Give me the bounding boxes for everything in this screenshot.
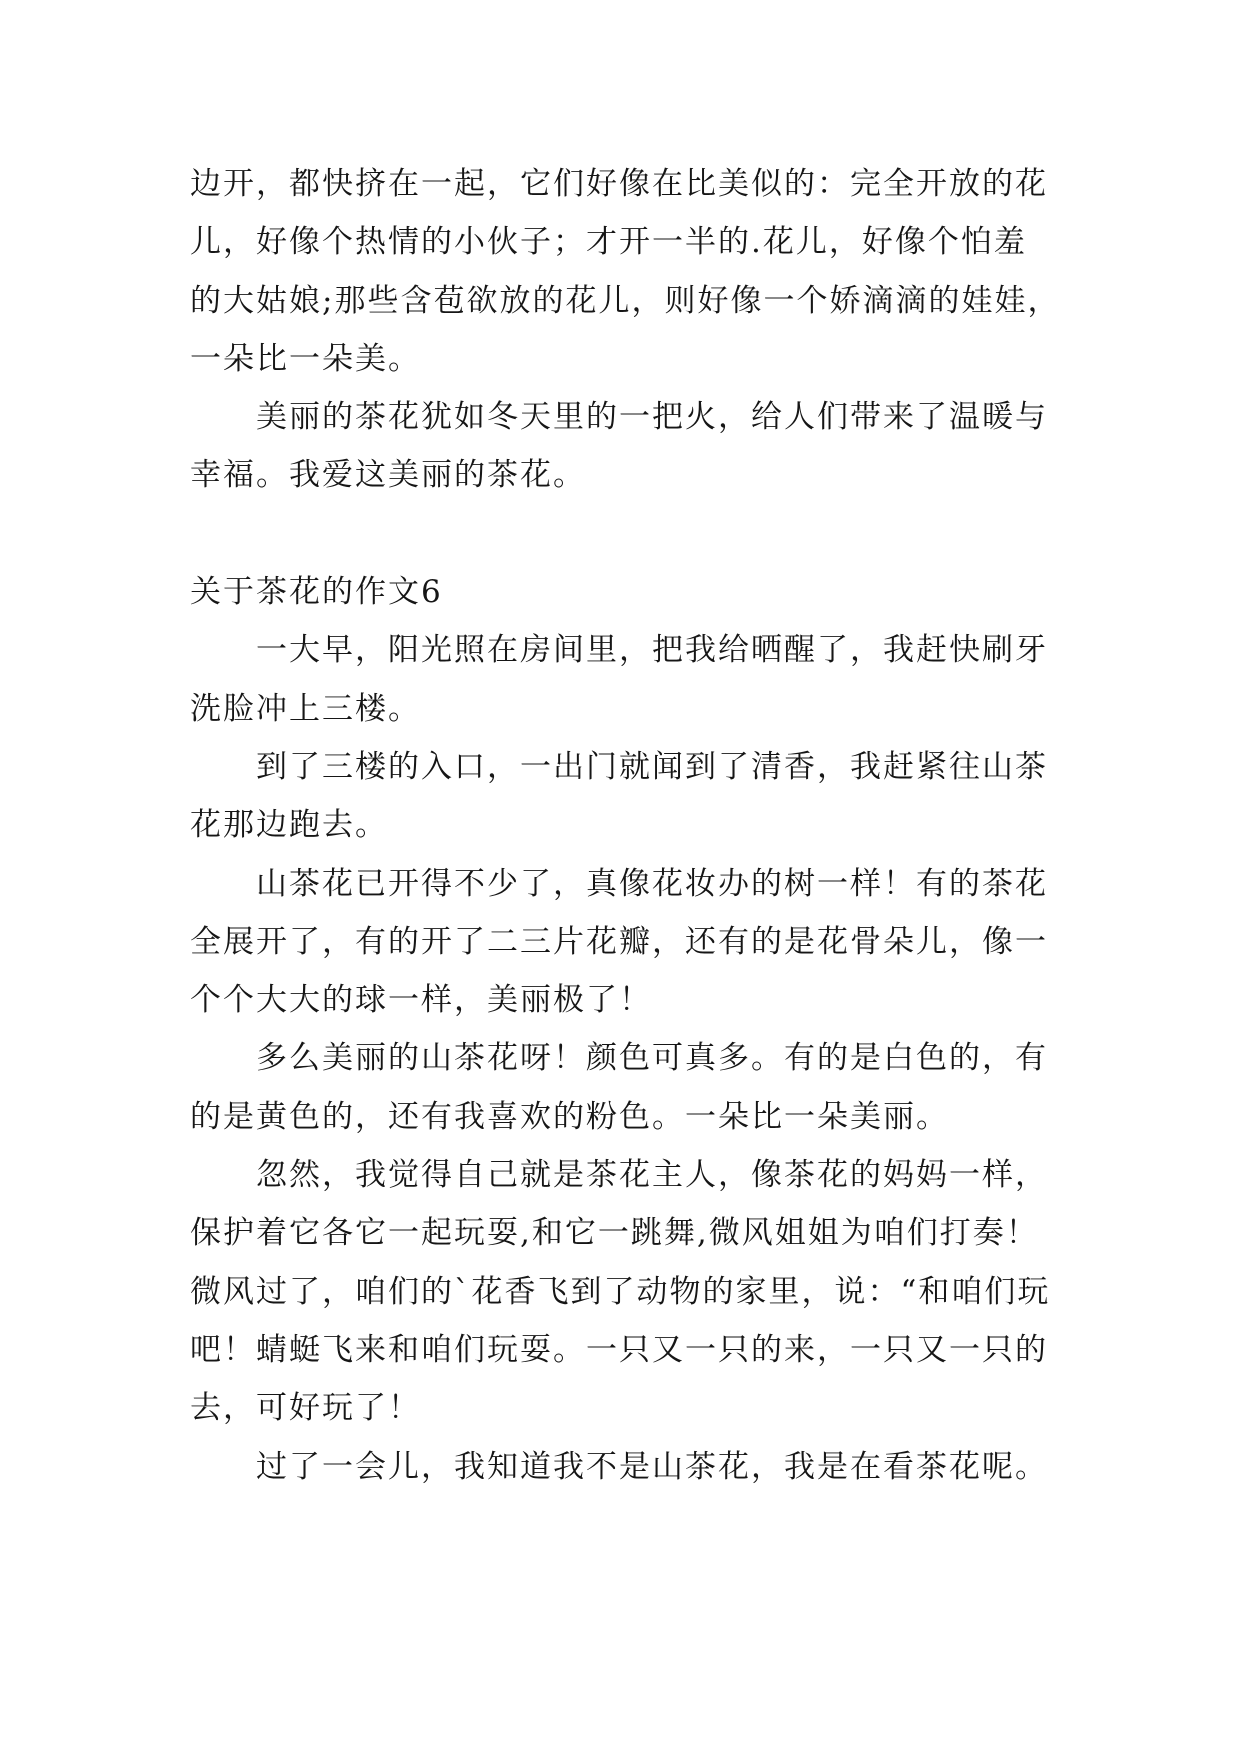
text-line: 一大早，阳光照在房间里，把我给晒醒了，我赶快刷牙 [256,632,1048,669]
text-line: 洗脸冲上三楼。 [190,690,421,727]
text-line: 吧！蜻蜓飞来和咱们玩耍。一只又一只的来，一只又一只的 [190,1331,1048,1368]
text-line: 个个大大的球一样，美丽极了！ [190,982,652,1019]
paragraph [190,155,1090,388]
text-line: 儿，好像个热情的小伙子；才开一半的.花儿，好像个怕羞 [190,224,1027,261]
text-line: 美丽的茶花犹如冬天里的一把火，给人们带来了温暖与 [256,399,1048,436]
text-line: 全展开了，有的开了二三片花瓣，还有的是花骨朵儿，像一 [190,923,1048,960]
paragraph [190,1438,1090,1496]
paragraph [190,1146,1090,1437]
text-line: 保护着它各它一起玩耍,和它一跳舞,微风姐姐为咱们打奏！ [190,1215,1039,1252]
text-line: 忽然，我觉得自己就是茶花主人，像茶花的妈妈一样， [256,1157,1048,1194]
text-line: 山茶花已开得不少了，真像花妆办的树一样！有的茶花 [256,865,1048,902]
paragraph [190,621,1090,738]
paragraph [190,855,1090,1030]
text-line: 边开，都快挤在一起，它们好像在比美似的：完全开放的花 [190,166,1048,202]
text-line: 多么美丽的山茶花呀！颜色可真多。有的是白色的，有 [256,1040,1048,1077]
text-line: 花那边跑去。 [190,807,388,844]
paragraph [190,738,1090,855]
text-line: 到了三楼的入口，一出门就闻到了清香，我赶紧往山茶 [256,748,1048,785]
text-line: 的大姑娘;那些含苞欲放的花儿，则好像一个娇滴滴的娃娃， [190,282,1061,319]
text-line: 微风过了，咱们的`花香飞到了动物的家里，说：“和咱们玩 [190,1273,1051,1310]
text-line: 的是黄色的，还有我喜欢的粉色。一朵比一朵美丽。 [190,1098,949,1135]
text-line: 一朵比一朵美。 [190,340,421,377]
text-line: 去，可好玩了！ [190,1390,421,1427]
paragraph [190,388,1090,505]
paragraph [190,1029,1090,1146]
text-line: 幸福。我爱这美丽的茶花。 [190,457,586,494]
document-body [190,155,1090,1496]
essay-title: 关于茶花的作文6 [190,574,443,611]
text-line: 过了一会儿，我知道我不是山茶花，我是在看茶花呢。 [256,1448,1048,1485]
blank-line [190,505,1090,563]
